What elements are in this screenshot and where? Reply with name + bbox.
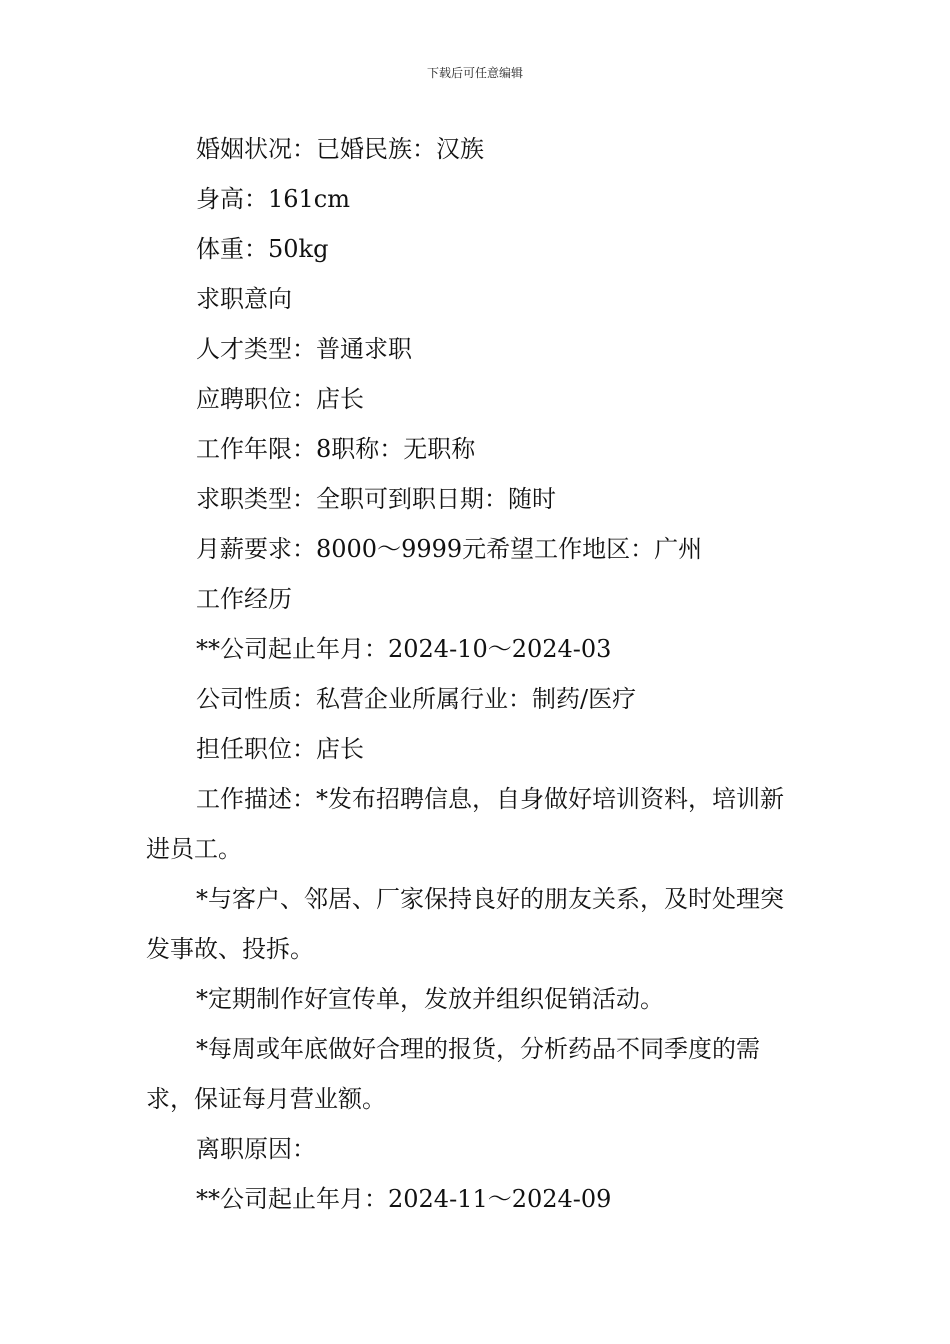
paragraph-salary: 月薪要求：8000～9999元希望工作地区：广州	[196, 535, 703, 563]
paragraph-company-period-2: **公司起止年月：2024-11～2024-09	[196, 1185, 612, 1213]
paragraph-weight: 体重：50kg	[196, 235, 329, 263]
paragraph-talent-type: 人才类型：普通求职	[196, 335, 412, 363]
paragraph-company-period-1: **公司起止年月：2024-10～2024-03	[196, 635, 612, 663]
paragraph-marital-status: 婚姻状况：已婚民族：汉族	[196, 135, 484, 163]
paragraph-duty-flyers: *定期制作好宣传单，发放并组织促销活动。	[196, 985, 664, 1013]
document-body	[146, 124, 806, 1224]
paragraph-company-nature: 公司性质：私营企业所属行业：制药/医疗	[196, 685, 637, 713]
paragraph-applied-position: 应聘职位：店长	[196, 385, 364, 413]
paragraph-duty-ordering: *每周或年底做好合理的报货，分析药品不同季度的需求，保证每月营业额。	[146, 1035, 760, 1113]
paragraph-job-description: 工作描述：*发布招聘信息，自身做好培训资料，培训新进员工。	[146, 785, 784, 863]
section-heading-work-experience: 工作经历	[196, 585, 292, 613]
paragraph-duty-relations: *与客户、邻居、厂家保持良好的朋友关系，及时处理突发事故、投拆。	[146, 885, 784, 963]
page-header-note: 下载后可任意编辑	[426, 66, 523, 80]
paragraph-height: 身高：161cm	[196, 185, 351, 213]
section-heading-job-intention: 求职意向	[196, 285, 292, 313]
paragraph-work-years: 工作年限：8职称：无职称	[196, 435, 476, 463]
paragraph-leaving-reason: 离职原因：	[196, 1135, 316, 1163]
paragraph-position-held: 担任职位：店长	[196, 735, 364, 763]
paragraph-job-type: 求职类型：全职可到职日期：随时	[196, 485, 556, 513]
